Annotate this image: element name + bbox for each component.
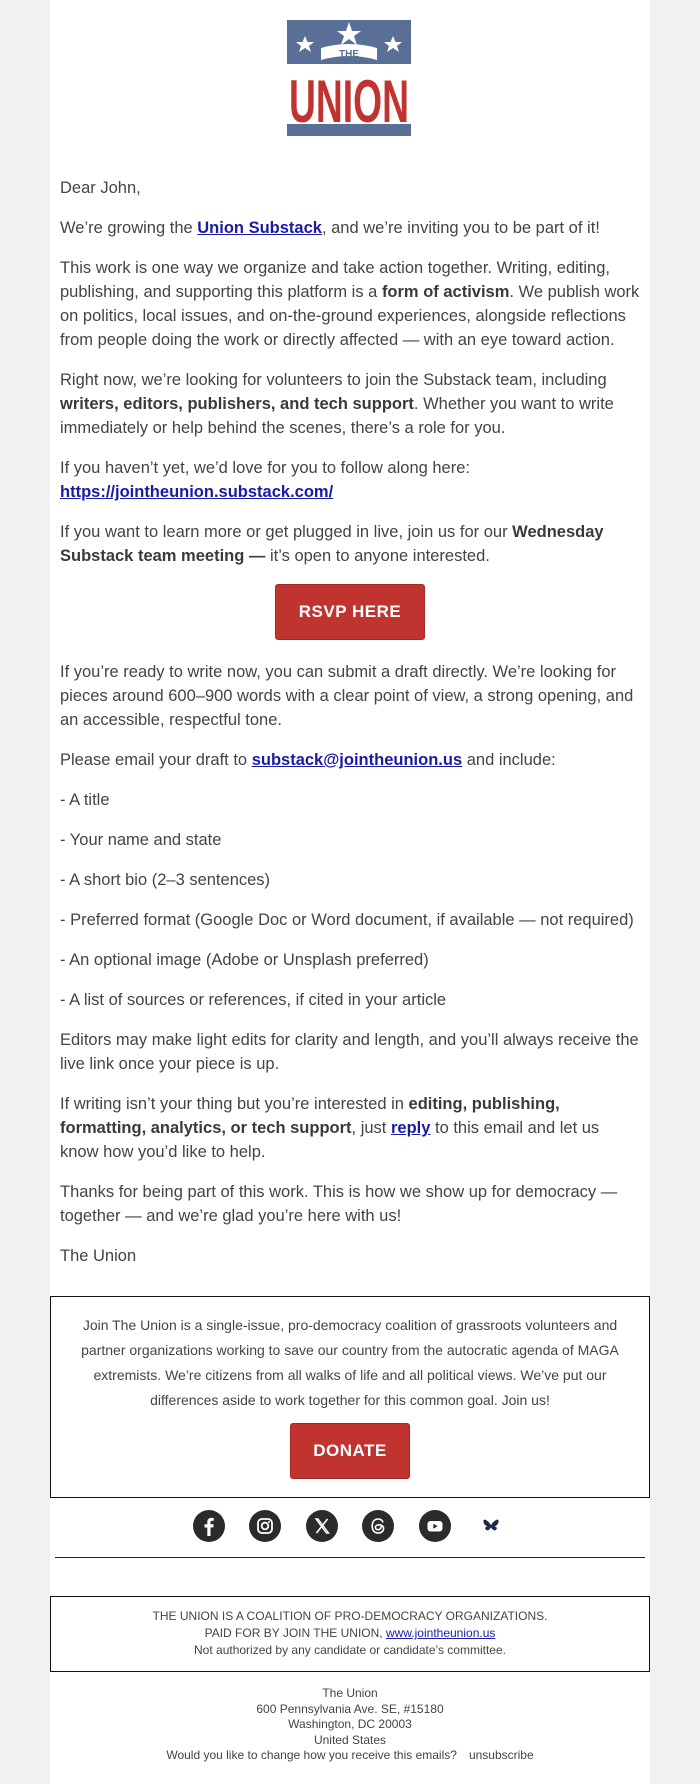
list-item: - A short bio (2–3 sentences) (60, 871, 271, 889)
substack-email-link[interactable]: substack@jointheunion.us (251, 751, 463, 769)
union-substack-link[interactable]: Union Substack (197, 219, 322, 237)
paragraph-email: Please email your draft to substack@jointheunion.us and include: (60, 751, 556, 769)
instagram-icon[interactable] (249, 1510, 281, 1542)
youtube-icon[interactable] (419, 1510, 451, 1542)
list-item: - A title (60, 791, 110, 809)
substack-url-link[interactable]: https://jointheunion.substack.com/ (60, 483, 334, 501)
legal-box (50, 1596, 650, 1672)
list-item: - An optional image (Adobe or Unsplash preferred) (60, 951, 429, 969)
list-item: - Your name and state (60, 831, 222, 849)
address-street: 600 Pennsylvania Ave. SE, #15180 (256, 1701, 444, 1716)
paragraph-activism: This work is one way we organize and take action together. Writing, editing, publishing, and supporting this platform is a form of activism. We publish work on politics, local issues, and on-the-ground experiences, alongside reflections from people doing the work or directly affected — with an eye toward action. (60, 259, 640, 349)
email-card (50, 0, 650, 1784)
the-union-logo (287, 20, 411, 136)
social-links (50, 1510, 650, 1550)
logo-main-text: UNION (289, 68, 409, 135)
about-text: Join The Union is a single-issue, pro-democracy coalition of grassroots volunteers and partner organizations working to save our country from the autocratic agenda of MAGA extremists. We’re citizens from all walks of life and all political views. We’ve put our differences aside to work together for this common goal. Join us! (81, 1317, 619, 1408)
facebook-icon[interactable] (193, 1510, 225, 1542)
donate-button[interactable]: DONATE (290, 1423, 410, 1479)
reply-link[interactable]: reply (390, 1119, 431, 1137)
greeting: Dear John, (60, 179, 141, 197)
paragraph-volunteers: Right now, we’re looking for volunteers to join the Substack team, including writers, editors, publishers, and tech support. Whether you want to write immediately or help behind the scenes, there’s a role for you. (60, 371, 614, 437)
paragraph-meeting: If you want to learn more or get plugged in live, join us for our Wednesday Substack team meeting — it’s open to anyone interested. (60, 523, 604, 565)
threads-icon[interactable] (362, 1510, 394, 1542)
address-city: Washington, DC 20003 (288, 1717, 412, 1731)
bluesky-icon[interactable] (475, 1510, 507, 1542)
logo-top-text: THE (339, 49, 359, 60)
paragraph-intro: We’re growing the Union Substack, and we’re inviting you to be part of it! (60, 219, 600, 237)
footer-address (50, 1686, 650, 1764)
paragraph-submit: If you’re ready to write now, you can submit a draft directly. We’re looking for pieces around 600–900 words with a clear point of view, a strong opening, and an accessible, respectful tone. (60, 663, 634, 729)
paragraph-edits: Editors may make light edits for clarity and length, and you’ll always receive the live link once your piece is up. (60, 1031, 639, 1073)
legal-line-paid-for: PAID FOR BY JOIN THE UNION, www.jointheunion.us (204, 1626, 496, 1640)
address-org: The Union (322, 1686, 378, 1700)
about-box (50, 1296, 650, 1498)
preferences-link[interactable]: Would you like to change how you receive this emails? (166, 1748, 457, 1762)
legal-line-coalition: THE UNION IS A COALITION OF PRO-DEMOCRACY ORGANIZATIONS. (152, 1609, 548, 1623)
paragraph-follow: If you haven’t yet, we’d love for you to follow along here: https://jointheunion.substack.com/ (60, 459, 470, 501)
unsubscribe-link[interactable]: unsubscribe (468, 1748, 534, 1762)
x-icon[interactable] (306, 1510, 338, 1542)
list-item: - A list of sources or references, if cited in your article (60, 991, 447, 1009)
paragraph-help: If writing isn’t your thing but you’re interested in editing, publishing, formatting, analytics, or tech support, just reply to this email and let us know how you’d like to help. (60, 1095, 600, 1161)
address-country: United States (313, 1732, 387, 1747)
divider (55, 1557, 645, 1558)
website-link[interactable]: www.jointheunion.us (385, 1626, 496, 1640)
rsvp-button[interactable]: RSVP HERE (275, 584, 425, 640)
legal-line-disclaimer: Not authorized by any candidate or candidate’s committee. (194, 1643, 506, 1657)
list-item: - Preferred format (Google Doc or Word document, if available — not required) (60, 911, 634, 929)
signoff: The Union (60, 1247, 137, 1265)
email-body (60, 176, 640, 1284)
paragraph-thanks: Thanks for being part of this work. This is how we show up for democracy — together — and we’re glad you’re here with us! (60, 1183, 618, 1225)
